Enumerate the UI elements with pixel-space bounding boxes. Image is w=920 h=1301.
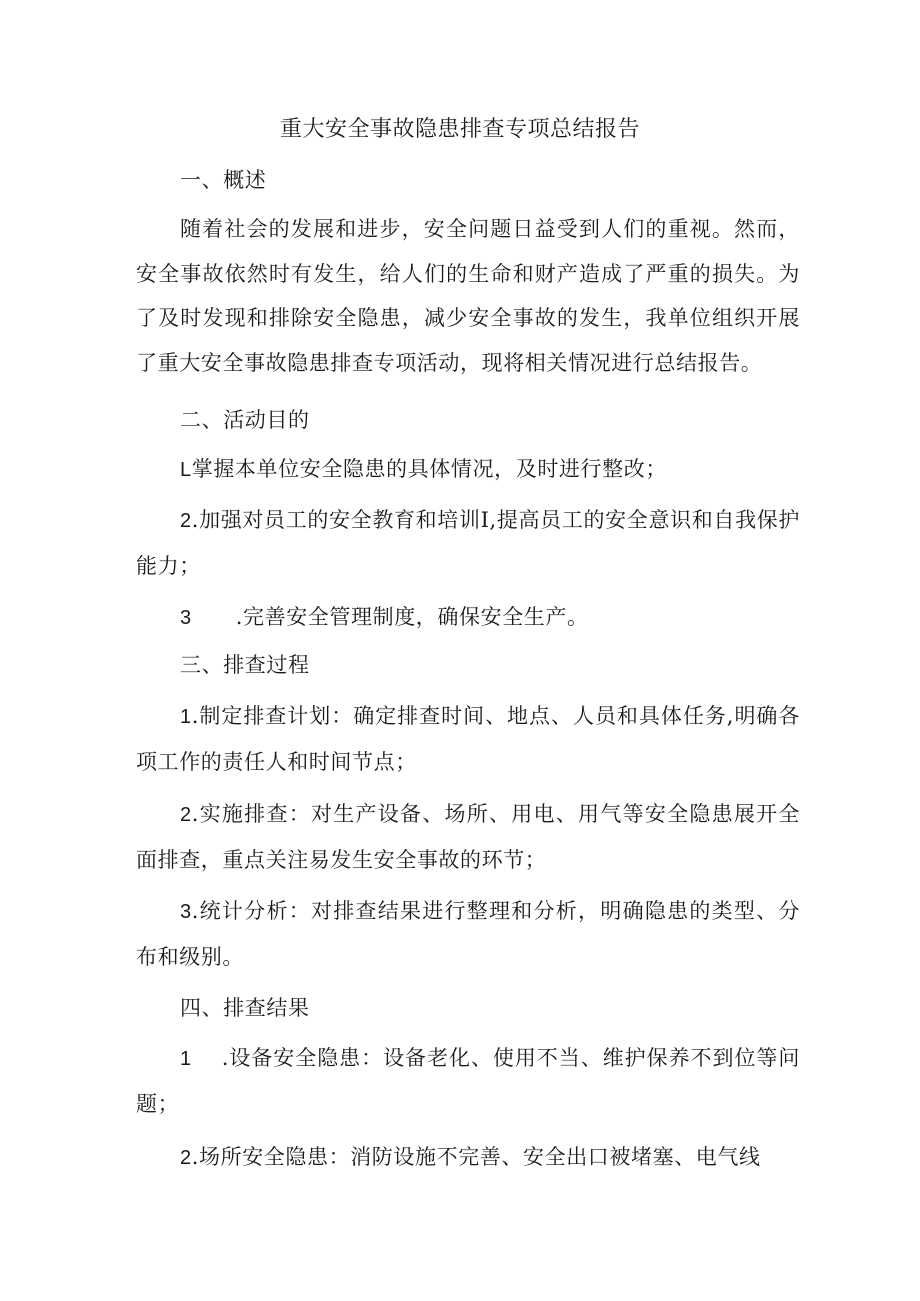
- process-item-1: [136, 694, 800, 784]
- purpose-item-3: [180, 597, 589, 638]
- process-item-3-number: 3: [180, 901, 192, 923]
- section-heading-purpose: 二、活动目的: [180, 408, 310, 432]
- purpose-item-2: [136, 498, 800, 588]
- section-heading-overview: 一、概述: [180, 168, 267, 192]
- process-item-2: [136, 792, 800, 882]
- purpose-item-3-text: .完善安全管理制度，确保安全生产。: [235, 605, 589, 629]
- results-item-1-text: .设备安全隐患：设备老化、使用不当、维护保养不到位等问题；: [136, 1046, 800, 1116]
- results-item-2-text: .场所安全隐患：消防设施不完善、安全出口被堵塞、电气线: [191, 1145, 761, 1169]
- process-item-3: [136, 889, 800, 979]
- results-item-1-number: 1: [180, 1048, 192, 1070]
- overview-paragraph: 随着社会的发展和进步，安全问题日益受到人们的重视。然而，安全事故依然时有发生，给人们的生命和财产造成了严重的损失。为了及时发现和排除安全隐患，减少安全事故的发生，我单位组织开展了重大安全事故隐患排查专项活动，现将相关情况进行总结报告。: [136, 217, 800, 375]
- purpose-item-3-number: 3: [180, 607, 192, 629]
- process-item-1-text: .制定排查计划：确定排查时间、地点、人员和具体任务,明确各项工作的责任人和时间节点；: [136, 704, 800, 774]
- section-heading-results: 四、排查结果: [180, 996, 310, 1020]
- results-item-1: [136, 1036, 800, 1126]
- process-item-1-number: 1: [180, 706, 192, 728]
- purpose-item-1-prefix: L: [180, 459, 192, 481]
- process-item-2-number: 2: [180, 804, 192, 826]
- purpose-item-1: [180, 449, 667, 490]
- process-item-3-text: .统计分析：对排查结果进行整理和分析，明确隐患的类型、分布和级别。: [136, 899, 800, 969]
- purpose-item-1-text: 掌握本单位安全隐患的具体情况，及时进行整改；: [191, 457, 667, 481]
- page-title: 重大安全事故隐患排查专项总结报告: [279, 117, 640, 142]
- results-item-2-number: 2: [180, 1147, 192, 1169]
- results-item-2: [136, 1135, 800, 1181]
- purpose-item-2-number: 2: [180, 510, 192, 532]
- purpose-item-2-text: .加强对员工的安全教育和培训I,提高员工的安全意识和自我保护能力；: [136, 508, 800, 578]
- process-item-2-text: .实施排查：对生产设备、场所、用电、用气等安全隐患展开全面排查，重点关注易发生安全事故的环节；: [136, 802, 800, 872]
- section-heading-process: 三、排查过程: [180, 653, 310, 677]
